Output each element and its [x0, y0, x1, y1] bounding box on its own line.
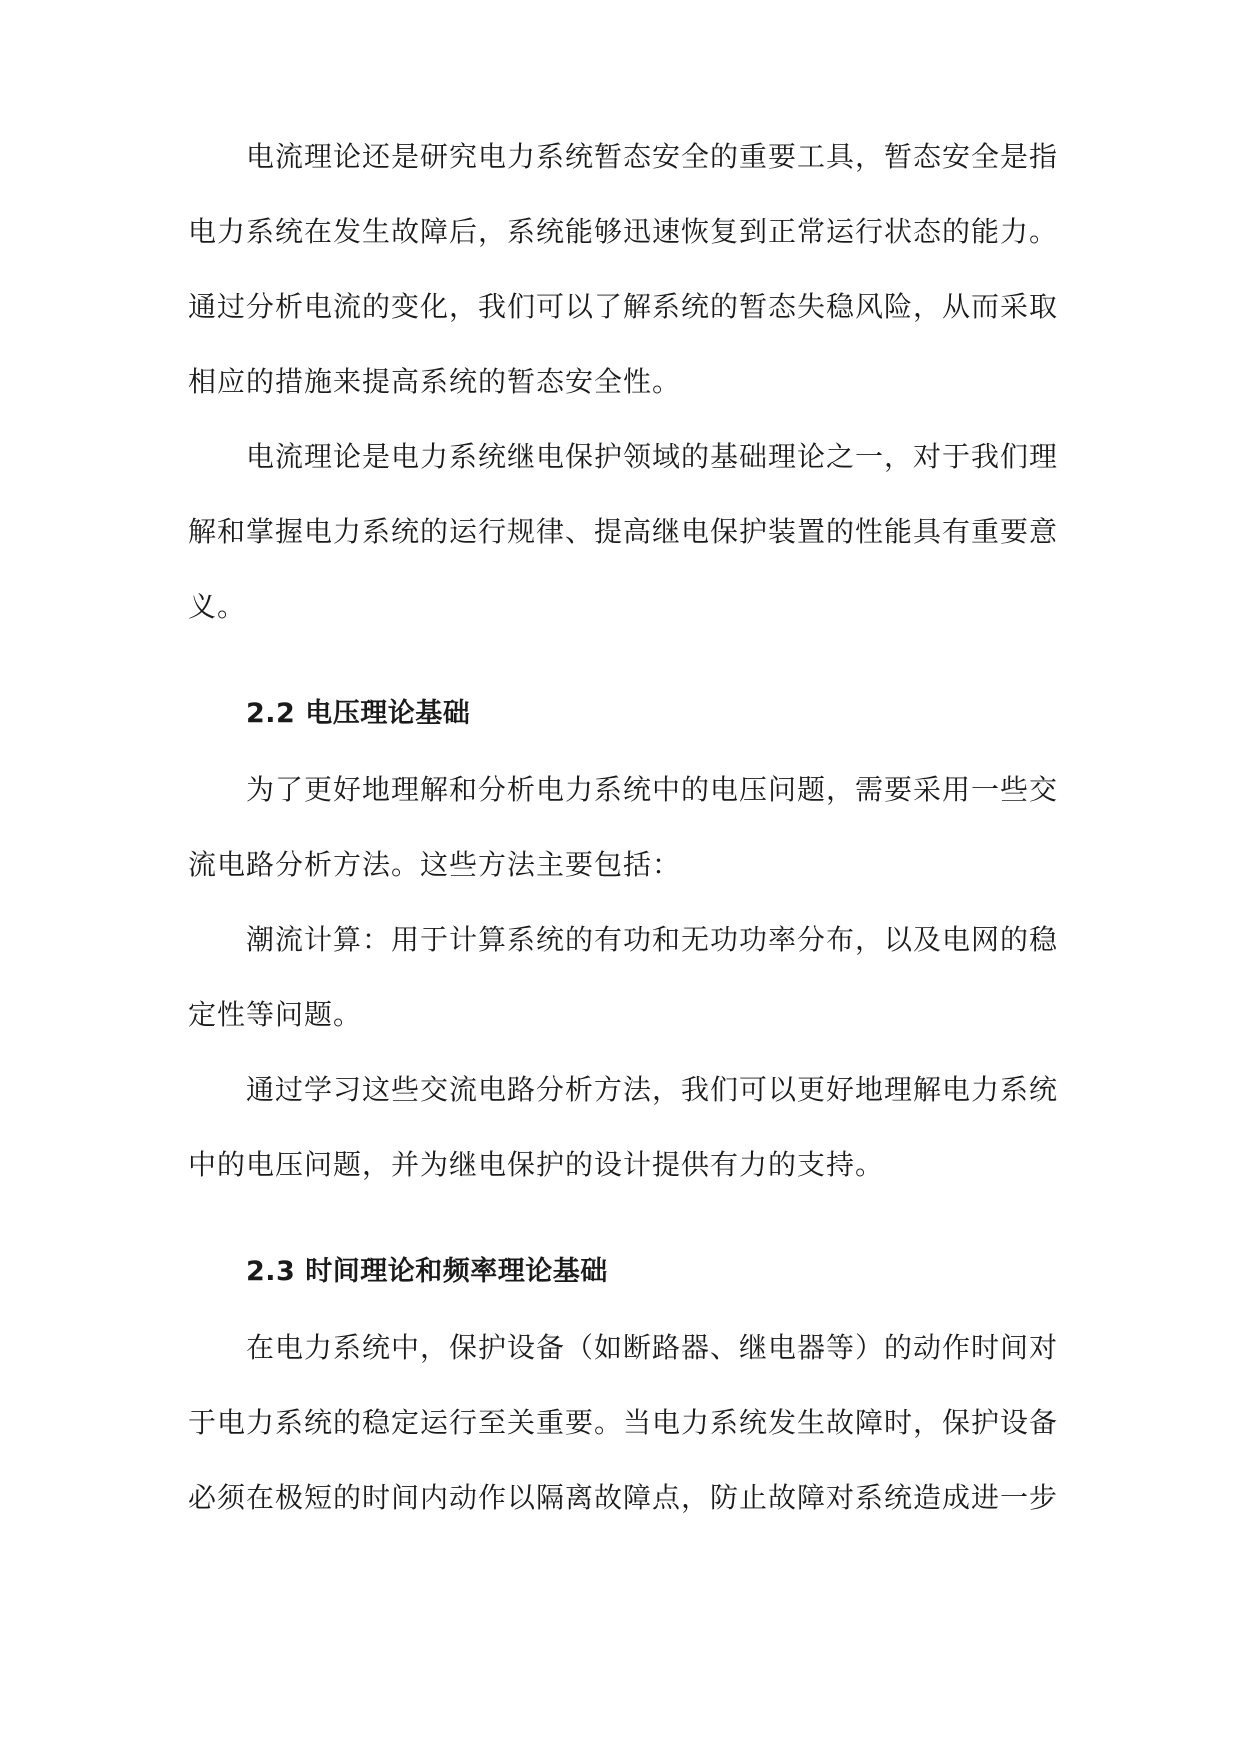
paragraph-5-line-2: 中的电压问题，并为继电保护的设计提供有力的支持。 — [188, 1148, 885, 1181]
section-heading-2-3: 2.3 时间理论和频率理论基础 — [246, 1256, 608, 1287]
paragraph-4-line-2: 定性等问题。 — [188, 998, 363, 1031]
paragraph-2-line-2: 解和掌握电力系统的运行规律、提高继电保护装置的性能具有重要意 — [188, 515, 1059, 548]
paragraph-6-line-3: 必须在极短的时间内动作以隔离故障点，防止故障对系统造成进一步 — [188, 1481, 1059, 1514]
paragraph-6-line-2: 于电力系统的稳定运行至关重要。当电力系统发生故障时，保护设备 — [188, 1406, 1059, 1439]
paragraph-1-line-4: 相应的措施来提高系统的暂态安全性。 — [188, 365, 682, 398]
paragraph-1-line-1: 电流理论还是研究电力系统暂态安全的重要工具，暂态安全是指 — [246, 140, 1059, 173]
paragraph-2-line-1: 电流理论是电力系统继电保护领域的基础理论之一，对于我们理 — [246, 440, 1059, 473]
paragraph-4-line-1: 潮流计算：用于计算系统的有功和无功功率分布，以及电网的稳 — [246, 923, 1059, 956]
paragraph-1-line-3: 通过分析电流的变化，我们可以了解系统的暂态失稳风险，从而采取 — [188, 290, 1059, 323]
paragraph-3-line-1: 为了更好地理解和分析电力系统中的电压问题，需要采用一些交 — [246, 773, 1059, 806]
paragraph-2-line-3: 义。 — [188, 590, 247, 623]
paragraph-6-line-1: 在电力系统中，保护设备（如断路器、继电器等）的动作时间对 — [246, 1331, 1059, 1364]
section-heading-2-2: 2.2 电压理论基础 — [246, 698, 471, 729]
paragraph-3-line-2: 流电路分析方法。这些方法主要包括： — [188, 848, 682, 881]
paragraph-1-line-2: 电力系统在发生故障后，系统能够迅速恢复到正常运行状态的能力。 — [188, 215, 1059, 248]
paragraph-5-line-1: 通过学习这些交流电路分析方法，我们可以更好地理解电力系统 — [246, 1073, 1059, 1106]
